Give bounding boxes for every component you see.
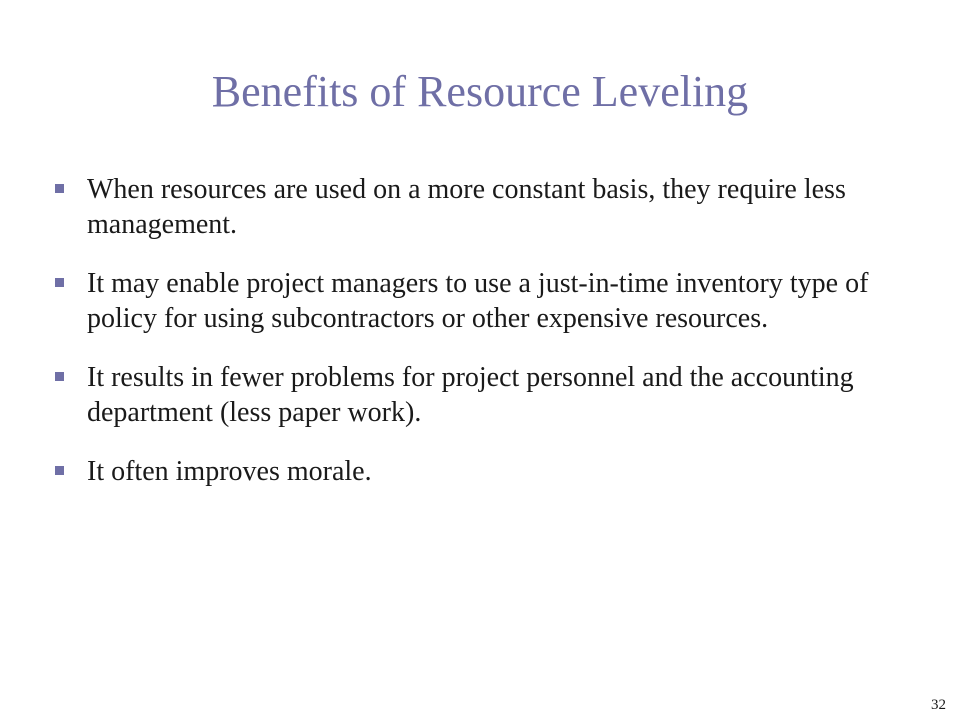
bullet-text: It may enable project managers to use a just-in-time inventory type of policy for using subcontractors or other expensive resources. [87, 268, 869, 334]
bullet-item [48, 360, 908, 430]
bullet-list [48, 172, 908, 513]
square-bullet-icon [55, 184, 64, 193]
bullet-item [48, 454, 908, 489]
slide-title: Benefits of Resource Leveling [211, 67, 749, 116]
bullet-text: It often improves morale. [87, 456, 372, 487]
square-bullet-icon [55, 372, 64, 381]
page-number: 32 [931, 697, 946, 713]
bullet-text: It results in fewer problems for project personnel and the accounting department (less paper work). [87, 362, 854, 428]
bullet-text: When resources are used on a more constant basis, they require less management. [87, 174, 846, 240]
square-bullet-icon [55, 466, 64, 475]
square-bullet-icon [55, 278, 64, 287]
bullet-item [48, 172, 908, 242]
bullet-item [48, 266, 908, 336]
